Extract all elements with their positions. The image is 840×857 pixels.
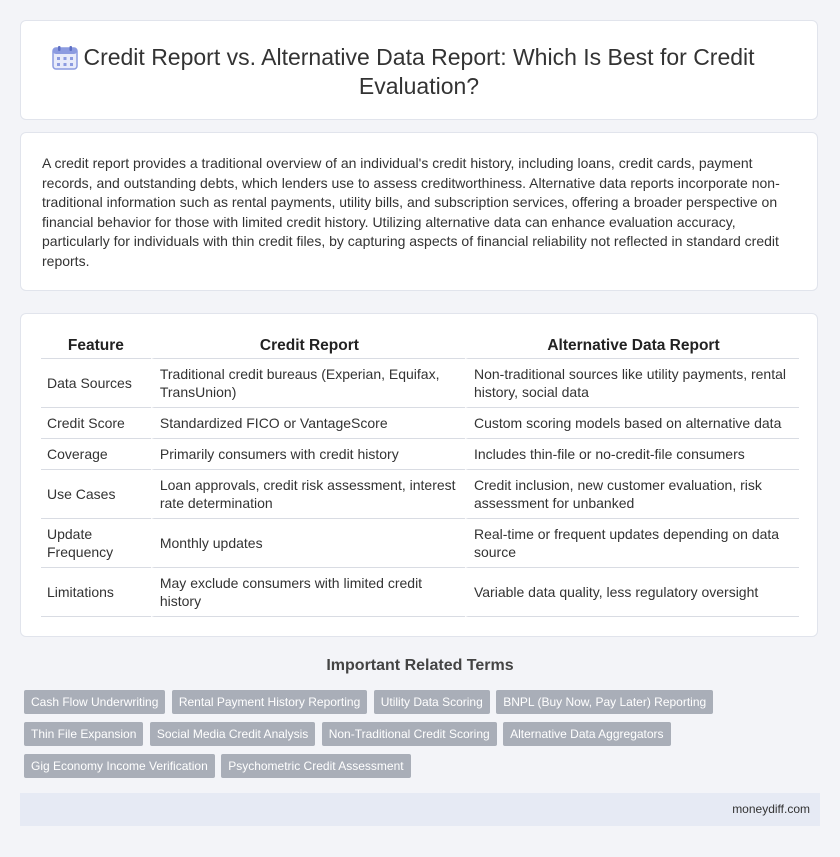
related-term-tag[interactable]: Thin File Expansion [24, 722, 143, 746]
header-credit-report: Credit Report [151, 335, 465, 359]
row-feature: Coverage [41, 439, 151, 470]
related-term-tag[interactable]: Gig Economy Income Verification [24, 754, 215, 778]
table-row [41, 408, 799, 439]
table-row [41, 439, 799, 470]
comparison-table [41, 335, 799, 617]
related-term-tag[interactable]: Psychometric Credit Assessment [221, 754, 410, 778]
related-terms-heading: Important Related Terms [326, 657, 514, 674]
row-feature: Update Frequency [41, 519, 151, 568]
row-credit-report: Monthly updates [151, 519, 465, 568]
row-alternative-data: Non-traditional sources like utility payments, rental history, social data [465, 359, 799, 408]
related-term-tag[interactable]: Non-Traditional Credit Scoring [322, 722, 497, 746]
related-term-tag[interactable]: BNPL (Buy Now, Pay Later) Reporting [496, 690, 713, 714]
row-alternative-data: Real-time or frequent updates depending on data source [465, 519, 799, 568]
page-title: Credit Report vs. Alternative Data Report: Which Is Best for Credit Evaluation? [83, 44, 755, 99]
related-term-tag[interactable]: Alternative Data Aggregators [503, 722, 670, 746]
title-card [20, 20, 818, 120]
comparison-card [20, 313, 818, 637]
table-row [41, 519, 799, 568]
row-alternative-data: Credit inclusion, new customer evaluation, risk assessment for unbanked [465, 470, 799, 519]
row-alternative-data: Variable data quality, less regulatory oversight [465, 568, 799, 617]
table-row [41, 568, 799, 617]
footer-brand-link[interactable]: moneydiff.com [732, 802, 810, 816]
row-credit-report: Traditional credit bureaus (Experian, Equifax, TransUnion) [151, 359, 465, 408]
related-term-tag[interactable]: Cash Flow Underwriting [24, 690, 165, 714]
intro-card [20, 132, 818, 291]
related-term-tag[interactable]: Rental Payment History Reporting [172, 690, 367, 714]
row-feature: Data Sources [41, 359, 151, 408]
table-row [41, 359, 799, 408]
related-term-tag[interactable]: Utility Data Scoring [374, 690, 490, 714]
table-header-row [41, 335, 799, 359]
row-feature: Limitations [41, 568, 151, 617]
row-credit-report: Standardized FICO or VantageScore [151, 408, 465, 439]
header-feature: Feature [41, 335, 151, 359]
row-alternative-data: Includes thin-file or no-credit-file consumers [465, 439, 799, 470]
related-terms-tags [24, 690, 804, 786]
footer [20, 793, 820, 826]
row-credit-report: May exclude consumers with limited credit history [151, 568, 465, 617]
row-alternative-data: Custom scoring models based on alternative data [465, 408, 799, 439]
row-feature: Credit Score [41, 408, 151, 439]
row-credit-report: Primarily consumers with credit history [151, 439, 465, 470]
header-alternative-data-report: Alternative Data Report [465, 335, 799, 359]
related-term-tag[interactable]: Social Media Credit Analysis [150, 722, 315, 746]
intro-paragraph: A credit report provides a traditional overview of an individual's credit history, including loans, credit cards, payment records, and outstanding debts, which lenders use to assess creditworthiness. Alternative data reports incorporate non-traditional information such as rental payments, utility bills, and subscription services, offering a broader perspective on financial behavior for those with limited credit history. Utilizing alternative data can enhance evaluation accuracy, particularly for individuals with thin credit files, by capturing aspects of financial reliability not reflected in standard credit reports. [42, 155, 780, 269]
row-credit-report: Loan approvals, credit risk assessment, interest rate determination [151, 470, 465, 519]
row-feature: Use Cases [41, 470, 151, 519]
table-row [41, 470, 799, 519]
